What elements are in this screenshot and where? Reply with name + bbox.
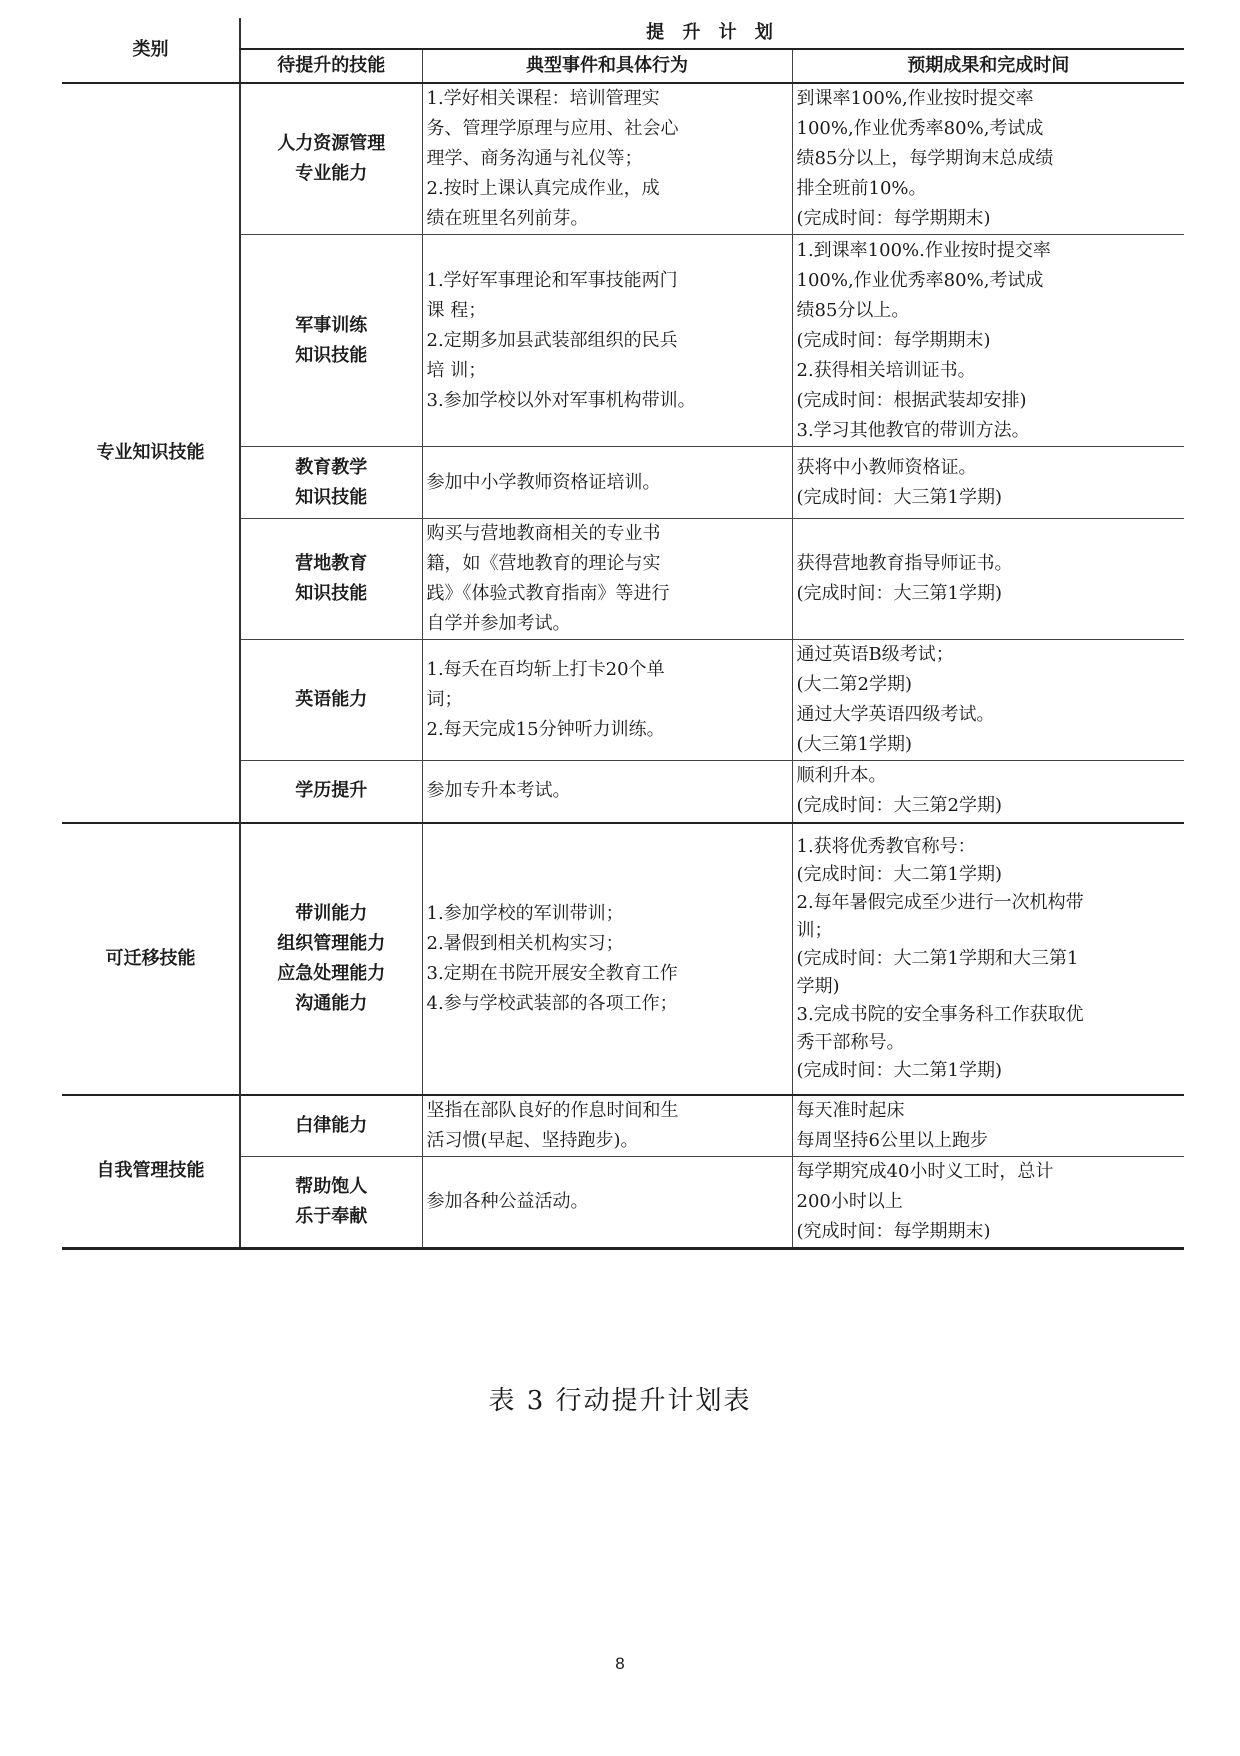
event-cell: 坚指在部队良好的作息时间和生 活习惯(早起、坚持跑步)。 [422,1095,792,1157]
table-row [62,1095,1184,1157]
skill-cell: 学历提升 [240,761,422,823]
event-cell: 参加中小学教师资格证培训。 [422,447,792,519]
header-plan: 提 升 计 划 [240,18,1184,49]
result-cell: 每天准时起床 每周坚持6公里以上跑步 [792,1095,1184,1157]
event-cell: 1.参加学校的军训带训； 2.暑假到相关机构实习； 3.定期在书院开展安全教育工作 4.参与学校武装部的各项工作； [422,823,792,1095]
category-cell: 自我管理技能 [62,1095,240,1249]
skill-cell: 带训能力 组织管理能力 应急处理能力 沟通能力 [240,823,422,1095]
table-caption: 表 3 行动提升计划表 [488,1386,752,1416]
skill-cell: 英语能力 [240,640,422,761]
result-cell: 通过英语B级考试； (大二第2学期) 通过大学英语四级考试。 (大三第1学期) [792,640,1184,761]
event-cell: 1.学好军事理论和军事技能两门 课 程； 2.定期多加县武装部组织的民兵 培 训； 3.参加学校以外对军事机构带训。 [422,235,792,447]
table-row [62,83,1184,235]
skill-cell: 白律能力 [240,1095,422,1157]
skill-cell: 军事训练 知识技能 [240,235,422,447]
skill-cell: 营地教育 知识技能 [240,519,422,640]
page-number: 8 [615,1654,625,1673]
table-row [62,823,1184,1095]
result-cell: 获将中小教师资格证。 (完成时间：大三第1学期) [792,447,1184,519]
category-cell: 专业知识技能 [62,83,240,823]
header-event: 典型事件和具体行为 [422,49,792,83]
result-cell: 获得营地教育指导师证书。 (完成时间：大三第1学期) [792,519,1184,640]
event-cell: 购买与营地教商相关的专业书 籍，如《营地教育的理论与实 践》《体验式教育指南》等进行 自学并参加考试。 [422,519,792,640]
category-cell: 可迁移技能 [62,823,240,1095]
event-cell: 1.学好相关课程：培训管理实 务、管理学原理与应用、社会心 理学、商务沟通与礼仪等； 2.按时上课认真完成作业，成 绩在班里名列前芽。 [422,83,792,235]
skill-cell: 帮助饱人 乐于奉献 [240,1157,422,1249]
header-category: 类别 [62,18,240,83]
header-skill: 待提升的技能 [240,49,422,83]
action-plan-table [62,18,1184,1250]
result-cell: 顺利升本。 (完成时间：大三第2学期) [792,761,1184,823]
event-cell: 1.每夭在百均斩上打卡20个单 词； 2.每天完成15分钟听力训练。 [422,640,792,761]
result-cell: 1.到课率100%.作业按时提交率 100%,作业优秀率80%,考试成 绩85分以上。 (完成时间：每学期期末) 2.获得相关培训证书。 (完成时间：根据武装却安排) 3.学习其他教官的带训方法。 [792,235,1184,447]
result-cell: 每学期究成40小时义工时，总计 200小时以上 (究成时间：每学期期末) [792,1157,1184,1249]
header-result: 预期成果和完成时间 [792,49,1184,83]
result-cell: 到课率100%,作业按时提交率 100%,作业优秀率80%,考试成 绩85分以上，每学期询末总成绩 排全班前10%。 (完成时间：每学期期末) [792,83,1184,235]
event-cell: 参加专升本考试。 [422,761,792,823]
skill-cell: 人力资源管理 专业能力 [240,83,422,235]
event-cell: 参加各种公益活动。 [422,1157,792,1249]
result-cell: 1.获将优秀教官称号： (完成时间：大二第1学期) 2.每年暑假完成至少进行一次机构带 训； (完成时间：大二第1学期和大三第1 学期) 3.完成书院的安全事务科工作获取优 秀干部称号。 (完成时间：大二第1学期) [792,823,1184,1095]
skill-cell: 教育教学 知识技能 [240,447,422,519]
